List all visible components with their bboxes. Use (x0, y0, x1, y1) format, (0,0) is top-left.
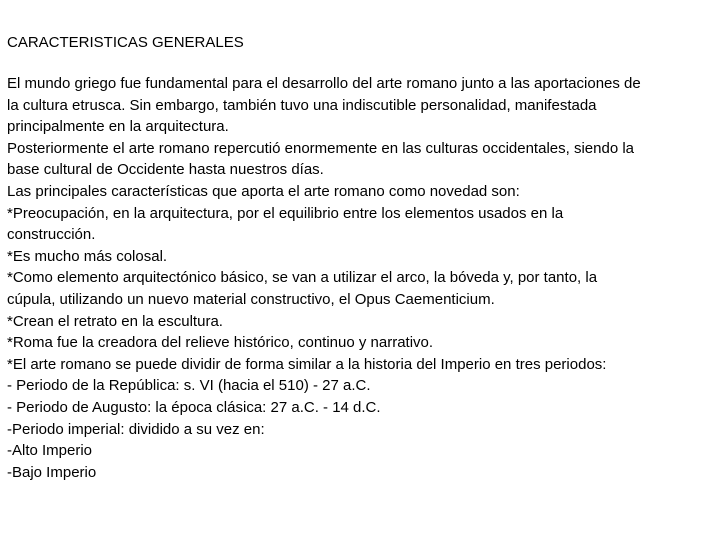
text-line: -Periodo imperial: dividido a su vez en: (7, 420, 265, 438)
text-line: *Roma fue la creadora del relieve histórico, continuo y narrativo. (7, 334, 434, 352)
text-line: *Como elemento arquitectónico básico, se van a utilizar el arco, la bóveda y, por tanto, la (7, 269, 598, 287)
text-line: *El arte romano se puede dividir de forma similar a la historia del Imperio en tres periodos: (7, 355, 607, 373)
text-line: *Preocupación, en la arquitectura, por el equilibrio entre los elementos usados en la (7, 204, 564, 222)
body-text (7, 73, 715, 483)
text-line: Las principales características que aporta el arte romano como novedad son: (7, 182, 520, 200)
text-line: cúpula, utilizando un nuevo material constructivo, el Opus Caementicium. (7, 290, 495, 308)
text-line: *Crean el retrato en la escultura. (7, 312, 223, 330)
page-title: CARACTERISTICAS GENERALES (7, 34, 244, 51)
text-line: - Periodo de la República: s. VI (hacia el 510) - 27 a.C. (7, 377, 371, 395)
text-line: -Alto Imperio (7, 442, 93, 460)
text-line: la cultura etrusca. Sin embargo, también tuvo una indiscutible personalidad, manifestada (7, 96, 597, 114)
text-line: *Es mucho más colosal. (7, 247, 168, 265)
text-line: El mundo griego fue fundamental para el desarrollo del arte romano junto a las aportaciones de (7, 75, 641, 92)
text-line: -Bajo Imperio (7, 463, 97, 481)
text-line: - Periodo de Augusto: la época clásica: 27 a.C. - 14 d.C. (7, 398, 381, 416)
text-line: principalmente en la arquitectura. (7, 118, 229, 136)
text-line: construcción. (7, 226, 96, 244)
text-line: base cultural de Occidente hasta nuestros días. (7, 161, 324, 179)
text-line: Posteriormente el arte romano repercutió enormemente en las culturas occidentales, siendo la (7, 139, 634, 157)
